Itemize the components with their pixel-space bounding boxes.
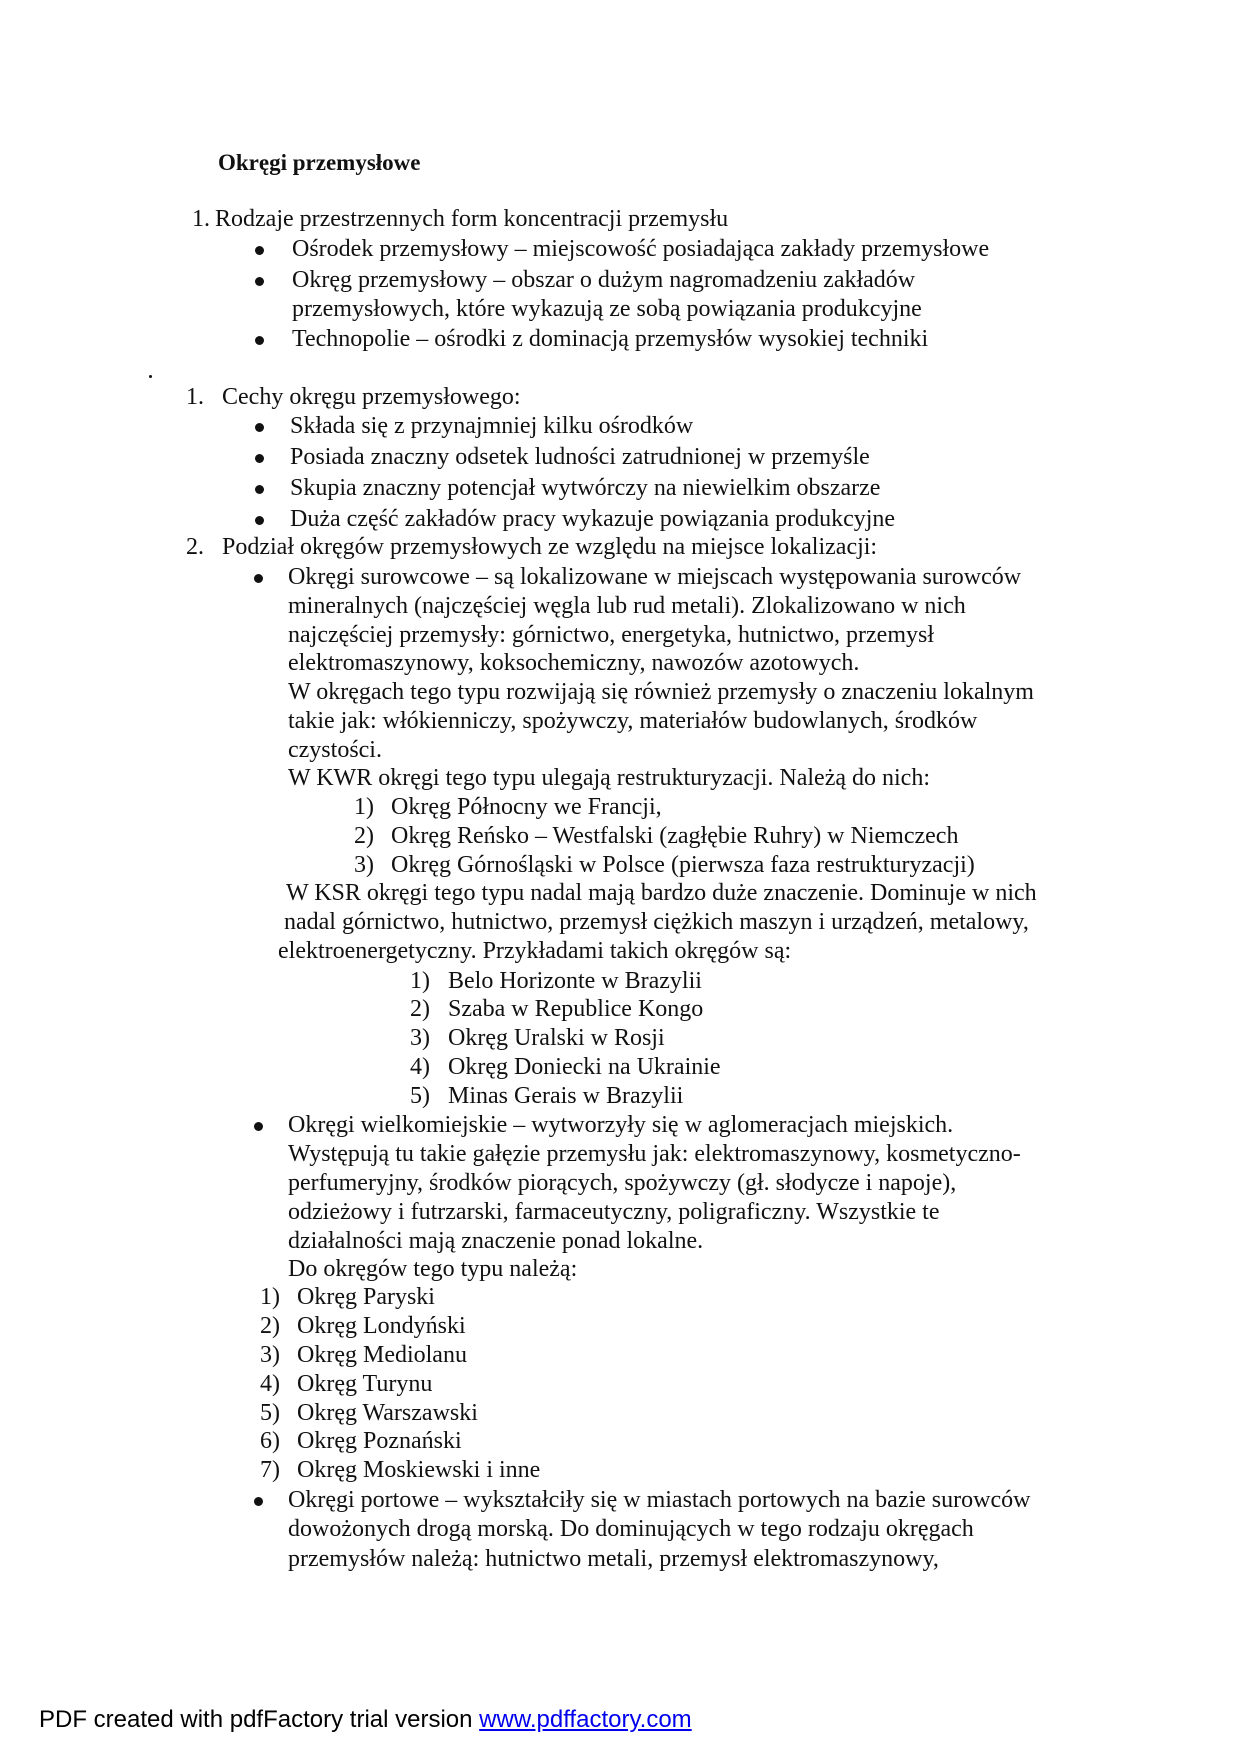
list-item: Duża część zakładów pracy wykazuje powiązania produkcyjne bbox=[290, 506, 896, 532]
list-item: Okręg przemysłowy – obszar o dużym nagromadzeniu zakładów bbox=[292, 267, 916, 293]
paragraph-line: działalności mają znaczenie ponad lokalne. bbox=[288, 1228, 704, 1254]
list-item: Okręg Reńsko – Westfalski (zagłębie Ruhry) w Niemczech bbox=[391, 823, 959, 849]
list-number: 1) bbox=[260, 1284, 280, 1310]
paragraph-line: Okręgi surowcowe – są lokalizowane w miejscach występowania surowców bbox=[288, 564, 1022, 590]
bullet-icon bbox=[255, 336, 264, 345]
list-number: 3) bbox=[354, 852, 374, 878]
list-number: 7) bbox=[260, 1457, 280, 1483]
list-number: 3) bbox=[260, 1342, 280, 1368]
bullet-icon bbox=[255, 454, 264, 463]
list-item: Posiada znaczny odsetek ludności zatrudnionej w przemyśle bbox=[290, 444, 870, 470]
list-item: Skupia znaczny potencjał wytwórczy na niewielkim obszarze bbox=[290, 475, 881, 501]
list-item: Okręg Turynu bbox=[297, 1371, 433, 1397]
list-number: 3) bbox=[410, 1025, 430, 1051]
paragraph-line: przemysłów należą: hutnictwo metali, przemysł elektromaszynowy, bbox=[288, 1546, 939, 1572]
bullet-icon bbox=[255, 485, 264, 494]
list-item-continuation: przemysłowych, które wykazują ze sobą powiązania produkcyjne bbox=[292, 296, 922, 322]
section-1-number: 1. bbox=[192, 206, 210, 232]
pdffactory-link[interactable]: www.pdffactory.com bbox=[479, 1706, 692, 1733]
section-2-number: 1. bbox=[186, 384, 204, 410]
paragraph-line: dowożonych drogą morską. Do dominujących w tego rodzaju okręgach bbox=[288, 1516, 974, 1542]
paragraph-line: Do okręgów tego typu należą: bbox=[288, 1256, 578, 1282]
list-item: Okręg Doniecki na Ukrainie bbox=[448, 1054, 721, 1080]
list-number: 6) bbox=[260, 1428, 280, 1454]
paragraph-line: mineralnych (najczęściej węgla lub rud metali). Zlokalizowano w nich bbox=[288, 593, 966, 619]
list-item: Okręg Poznański bbox=[297, 1428, 462, 1454]
list-item: Szaba w Republice Kongo bbox=[448, 996, 704, 1022]
list-number: 1) bbox=[410, 968, 430, 994]
list-item: Okręg Paryski bbox=[297, 1284, 435, 1310]
list-number: 4) bbox=[260, 1371, 280, 1397]
list-item: Okręg Mediolanu bbox=[297, 1342, 467, 1368]
list-item: Okręg Londyński bbox=[297, 1313, 466, 1339]
paragraph-line: takie jak: włókienniczy, spożywczy, materiałów budowlanych, środków bbox=[288, 708, 978, 734]
paragraph-line: W KSR okręgi tego typu nadal mają bardzo duże znaczenie. Dominuje w nich bbox=[286, 880, 1037, 906]
list-number: 5) bbox=[410, 1083, 430, 1109]
paragraph-line: elektroenergetyczny. Przykładami takich okręgów są: bbox=[278, 938, 792, 964]
bullet-icon bbox=[255, 516, 264, 525]
stray-dot bbox=[149, 375, 152, 378]
paragraph-line: Występują tu takie gałęzie przemysłu jak: elektromaszynowy, kosmetyczno- bbox=[288, 1141, 1021, 1167]
list-number: 1) bbox=[354, 794, 374, 820]
paragraph-line: czystości. bbox=[288, 737, 382, 763]
paragraph-line: elektromaszynowy, koksochemiczny, nawozów azotowych. bbox=[288, 650, 860, 676]
list-number: 4) bbox=[410, 1054, 430, 1080]
bullet-icon bbox=[255, 423, 264, 432]
list-number: 2) bbox=[354, 823, 374, 849]
paragraph-line: W KWR okręgi tego typu ulegają restrukturyzacji. Należą do nich: bbox=[288, 765, 930, 791]
bullet-icon bbox=[255, 277, 264, 286]
paragraph-line: Okręgi portowe – wykształciły się w miastach portowych na bazie surowców bbox=[288, 1487, 1031, 1513]
section-3-number: 2. bbox=[186, 534, 204, 560]
list-item: Okręg Uralski w Rosji bbox=[448, 1025, 665, 1051]
list-item: Technopolie – ośrodki z dominacją przemysłów wysokiej techniki bbox=[292, 326, 929, 352]
paragraph-line: Okręgi wielkomiejskie – wytworzyły się w aglomeracjach miejskich. bbox=[288, 1112, 954, 1138]
footer-text: PDF created with pdfFactory trial version bbox=[39, 1706, 480, 1733]
list-item: Belo Horizonte w Brazylii bbox=[448, 968, 702, 994]
bullet-icon bbox=[254, 1497, 263, 1506]
list-number: 5) bbox=[260, 1400, 280, 1426]
list-item: Okręg Moskiewski i inne bbox=[297, 1457, 541, 1483]
page-title: Okręgi przemysłowe bbox=[218, 150, 421, 175]
paragraph-line: odzieżowy i futrzarski, farmaceutyczny, poligraficzny. Wszystkie te bbox=[288, 1199, 940, 1225]
list-number: 2) bbox=[260, 1313, 280, 1339]
list-item: Ośrodek przemysłowy – miejscowość posiadająca zakłady przemysłowe bbox=[292, 236, 990, 262]
list-item: Składa się z przynajmniej kilku ośrodków bbox=[290, 413, 694, 439]
pdf-footer bbox=[39, 1706, 692, 1734]
section-1-heading: Rodzaje przestrzennych form koncentracji przemysłu bbox=[215, 206, 729, 232]
list-item: Okręg Górnośląski w Polsce (pierwsza faza restrukturyzacji) bbox=[391, 852, 975, 878]
paragraph-line: najczęściej przemysły: górnictwo, energetyka, hutnictwo, przemysł bbox=[288, 622, 935, 648]
section-3-heading: Podział okręgów przemysłowych ze względu na miejsce lokalizacji: bbox=[222, 534, 878, 560]
list-number: 2) bbox=[410, 996, 430, 1022]
paragraph-line: perfumeryjny, środków piorących, spożywczy (gł. słodycze i napoje), bbox=[288, 1170, 957, 1196]
list-item: Okręg Północny we Francji, bbox=[391, 794, 662, 820]
list-item: Okręg Warszawski bbox=[297, 1400, 478, 1426]
list-item: Minas Gerais w Brazylii bbox=[448, 1083, 684, 1109]
bullet-icon bbox=[254, 574, 263, 583]
section-2-heading: Cechy okręgu przemysłowego: bbox=[222, 384, 521, 410]
bullet-icon bbox=[255, 246, 264, 255]
bullet-icon bbox=[254, 1122, 263, 1131]
paragraph-line: W okręgach tego typu rozwijają się również przemysły o znaczeniu lokalnym bbox=[288, 679, 1034, 705]
paragraph-line: nadal górnictwo, hutnictwo, przemysł ciężkich maszyn i urządzeń, metalowy, bbox=[284, 909, 1029, 935]
